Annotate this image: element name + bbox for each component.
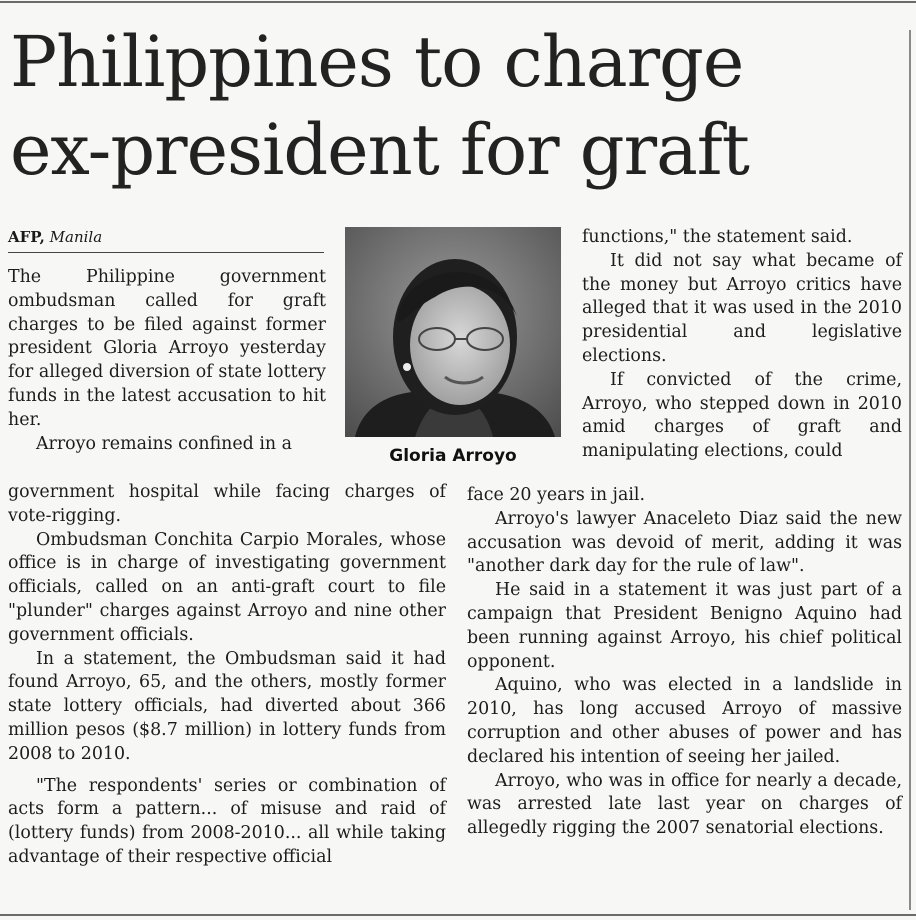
- byline: [8, 228, 102, 246]
- headline-line-2: ex-president for graft: [10, 109, 749, 191]
- headline-line-1: Philippines to charge: [10, 21, 744, 103]
- column-right-top: [582, 226, 902, 464]
- paragraph: He said in a statement it was just part of a campaign that President Benigno Aquino had been running against Arroyo, his chief political opponent.: [467, 580, 902, 672]
- photo-caption: Gloria Arroyo: [389, 446, 517, 466]
- paragraph: Aquino, who was elected in a landslide in 2010, has long accused Arroyo of massive corruption and other abuses of power and has declared his intention of seeing her jailed.: [467, 675, 902, 767]
- byline-agency: AFP,: [8, 228, 45, 246]
- paragraph: government hospital while facing charges of vote-rigging.: [8, 482, 446, 526]
- paragraph: "The respondents' series or combination of acts form a pattern... of misuse and raid of (lottery funds) from 2008-2010... all while taking advantage of their respective official: [8, 775, 446, 867]
- bottom-rule: [0, 914, 916, 916]
- paragraph: In a statement, the Ombudsman said it had found Arroyo, 65, and the others, mostly former state lottery officials, had diverted about 366 million pesos ($8.7 million) in lottery funds from 2008 to 2010.: [8, 648, 446, 764]
- paragraph: If convicted of the crime, Arroyo, who stepped down in 2010 amid charges of graft and manipulating elections, could: [582, 369, 902, 462]
- byline-place: Manila: [49, 228, 103, 246]
- paragraph: Arroyo, who was in office for nearly a decade, was arrested late last year on charges of allegedly rigging the 2007 senatorial elections.: [467, 770, 902, 839]
- column-right-bottom: [467, 484, 902, 841]
- column-left-top: [8, 266, 326, 456]
- portrait-image: [345, 227, 561, 437]
- paragraph: It did not say what became of the money but Arroyo critics have alleged that it was used in the 2010 presidential and legislative elections.: [582, 250, 902, 366]
- paragraph: functions," the statement said.: [582, 227, 853, 247]
- column-left-bottom: [8, 481, 446, 870]
- headline: [10, 18, 900, 194]
- paragraph: The Philippine government ombudsman called for graft charges to be filed against former president Gloria Arroyo yesterday for alleged diversion of state lottery funds in the latest accusation to hit her.: [8, 267, 326, 430]
- paragraph: face 20 years in jail.: [467, 485, 645, 505]
- byline-rule: [8, 252, 324, 253]
- right-column-rule: [909, 30, 911, 910]
- top-rule: [0, 1, 916, 3]
- paragraph: Ombudsman Conchita Carpio Morales, whose office is in charge of investigating government officials, called on an anti-graft court to file "plunder" charges against Arroyo and nine other government officials.: [8, 529, 446, 645]
- portrait-photo: [345, 227, 561, 437]
- paragraph: Arroyo's lawyer Anaceleto Diaz said the new accusation was devoid of merit, adding it was "another dark day for the rule of law".: [467, 508, 902, 577]
- paragraph: Arroyo remains confined in a: [36, 433, 292, 454]
